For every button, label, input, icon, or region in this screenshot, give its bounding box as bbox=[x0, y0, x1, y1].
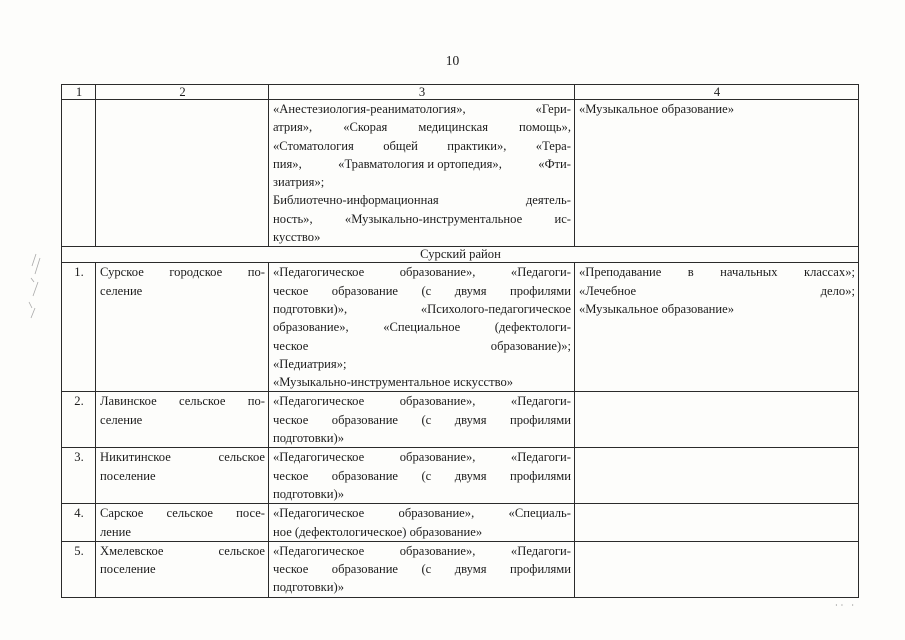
text-line: ческое образование)»; bbox=[273, 338, 571, 353]
page-number: 10 bbox=[445, 53, 460, 68]
text-line bbox=[273, 228, 571, 246]
row-number: 4. bbox=[62, 504, 96, 542]
text-line: Сарское сельское посе- bbox=[100, 506, 265, 521]
continuation-name-cell bbox=[96, 100, 269, 247]
text-word: «Музыкально-инструментальное bbox=[344, 211, 523, 226]
table-row bbox=[62, 263, 859, 392]
text-line: «Музыкально-инструментальное искусство» bbox=[273, 375, 514, 390]
column-number-row bbox=[62, 85, 859, 100]
higher-education-programs bbox=[269, 263, 575, 392]
text-word: «Стоматология bbox=[273, 138, 354, 153]
row-number: 1. bbox=[62, 263, 96, 392]
text-word: ность», bbox=[273, 211, 313, 226]
text-line: ное (дефектологическое) образование» bbox=[273, 524, 483, 539]
table-row bbox=[62, 541, 859, 597]
text-line: «Педагогическое образование», «Педагоги- bbox=[273, 394, 571, 409]
text-line: «Педагогическое образование», «Педагоги- bbox=[273, 450, 571, 465]
settlement-name bbox=[96, 541, 269, 597]
text-line: «Педагогическое образование», «Педагоги- bbox=[273, 265, 571, 280]
text-line bbox=[273, 173, 571, 191]
secondary-education-programs bbox=[575, 263, 859, 392]
text-line: подготовки)» bbox=[273, 580, 344, 595]
text-word: «Анестезиология-реаниматология», bbox=[273, 102, 466, 116]
column-number-3: 3 bbox=[269, 85, 575, 100]
continuation-programs-cell bbox=[269, 100, 575, 247]
text-line: ление bbox=[100, 524, 131, 539]
text-line: «Преподавание в начальных классах»; bbox=[579, 265, 855, 280]
corner-dots: ·· · bbox=[835, 601, 857, 610]
settlement-rows bbox=[62, 263, 859, 597]
district-row bbox=[62, 247, 859, 263]
text-line: «Педагогическое образование», «Педагоги- bbox=[273, 543, 571, 558]
text-word: помощь», bbox=[519, 120, 571, 135]
column-number-1: 1 bbox=[62, 85, 96, 100]
secondary-education-programs bbox=[575, 448, 859, 504]
text-word: медицинская bbox=[418, 120, 489, 135]
text-line bbox=[273, 210, 571, 228]
margin-scribble-marks bbox=[26, 252, 50, 322]
text-line: Хмелевское сельское bbox=[100, 543, 265, 558]
text-line bbox=[273, 155, 571, 173]
text-word: практики», bbox=[447, 138, 507, 153]
higher-education-programs bbox=[269, 448, 575, 504]
text-word: «Травматология и ортопедия», bbox=[338, 156, 502, 171]
continuation-row bbox=[62, 100, 859, 247]
secondary-education-programs bbox=[575, 504, 859, 542]
text-line: подготовки)» bbox=[273, 431, 344, 446]
text-word: общей bbox=[383, 138, 418, 153]
continuation-secondary-cell: «Музыкальное образование» bbox=[575, 100, 859, 247]
text-line bbox=[273, 137, 571, 155]
row-number: 3. bbox=[62, 448, 96, 504]
table-row bbox=[62, 504, 859, 542]
text-line: селение bbox=[100, 283, 143, 298]
text-line: Лавинское сельское по- bbox=[100, 394, 265, 409]
text-word: ис- bbox=[554, 211, 571, 226]
row-number: 5. bbox=[62, 541, 96, 597]
settlement-name bbox=[96, 504, 269, 542]
text-word: Библиотечно-информационная bbox=[273, 193, 439, 208]
text-word: деятель- bbox=[525, 193, 571, 208]
continuation-num-cell bbox=[62, 100, 96, 247]
text-word: атрия», bbox=[273, 120, 313, 135]
text-word: «Гери- bbox=[535, 102, 571, 116]
text-line: ческое образование (с двумя профилями bbox=[273, 283, 571, 298]
text-line: подготовки)», «Психолого-педагогическое bbox=[273, 301, 571, 316]
text-line: ческое образование (с двумя профилями bbox=[273, 412, 571, 427]
text-line: Сурское городское по- bbox=[100, 265, 265, 280]
text-word: зиатрия»; bbox=[273, 175, 325, 190]
text-line bbox=[273, 118, 571, 136]
text-line bbox=[273, 100, 571, 118]
secondary-education-programs bbox=[575, 392, 859, 448]
text-line bbox=[273, 191, 571, 209]
secondary-education-programs bbox=[575, 541, 859, 597]
higher-education-programs bbox=[269, 504, 575, 542]
text-line: ческое образование (с двумя профилями bbox=[273, 562, 571, 577]
text-word: кусство» bbox=[273, 230, 321, 245]
table-row bbox=[62, 392, 859, 448]
programs-table bbox=[61, 84, 859, 598]
text-line: поселение bbox=[100, 562, 156, 577]
text-word: пия», bbox=[273, 156, 302, 171]
table-row bbox=[62, 448, 859, 504]
text-line: селение bbox=[100, 412, 143, 427]
text-word: «Скорая bbox=[343, 120, 388, 135]
text-line: Никитинское сельское bbox=[100, 450, 265, 465]
text-word: «Тера- bbox=[535, 138, 571, 153]
text-line: образование», «Специальное (дефектологи- bbox=[273, 320, 571, 335]
text-line: «Педиатрия»; bbox=[273, 356, 347, 371]
text-word: «Фти- bbox=[538, 156, 571, 171]
text-line: подготовки)» bbox=[273, 486, 344, 501]
text-line: поселение bbox=[100, 468, 156, 483]
higher-education-programs bbox=[269, 392, 575, 448]
text-line: «Лечебное дело»; bbox=[579, 283, 855, 298]
higher-education-programs bbox=[269, 541, 575, 597]
settlement-name bbox=[96, 392, 269, 448]
column-number-4: 4 bbox=[575, 85, 859, 100]
settlement-name bbox=[96, 263, 269, 392]
column-number-2: 2 bbox=[96, 85, 269, 100]
row-number: 2. bbox=[62, 392, 96, 448]
district-heading: Сурский район bbox=[62, 247, 859, 263]
settlement-name bbox=[96, 448, 269, 504]
text-line: «Музыкальное образование» bbox=[579, 301, 735, 316]
text-line: ческое образование (с двумя профилями bbox=[273, 468, 571, 483]
text-line: «Педагогическое образование», «Специаль- bbox=[273, 506, 571, 521]
